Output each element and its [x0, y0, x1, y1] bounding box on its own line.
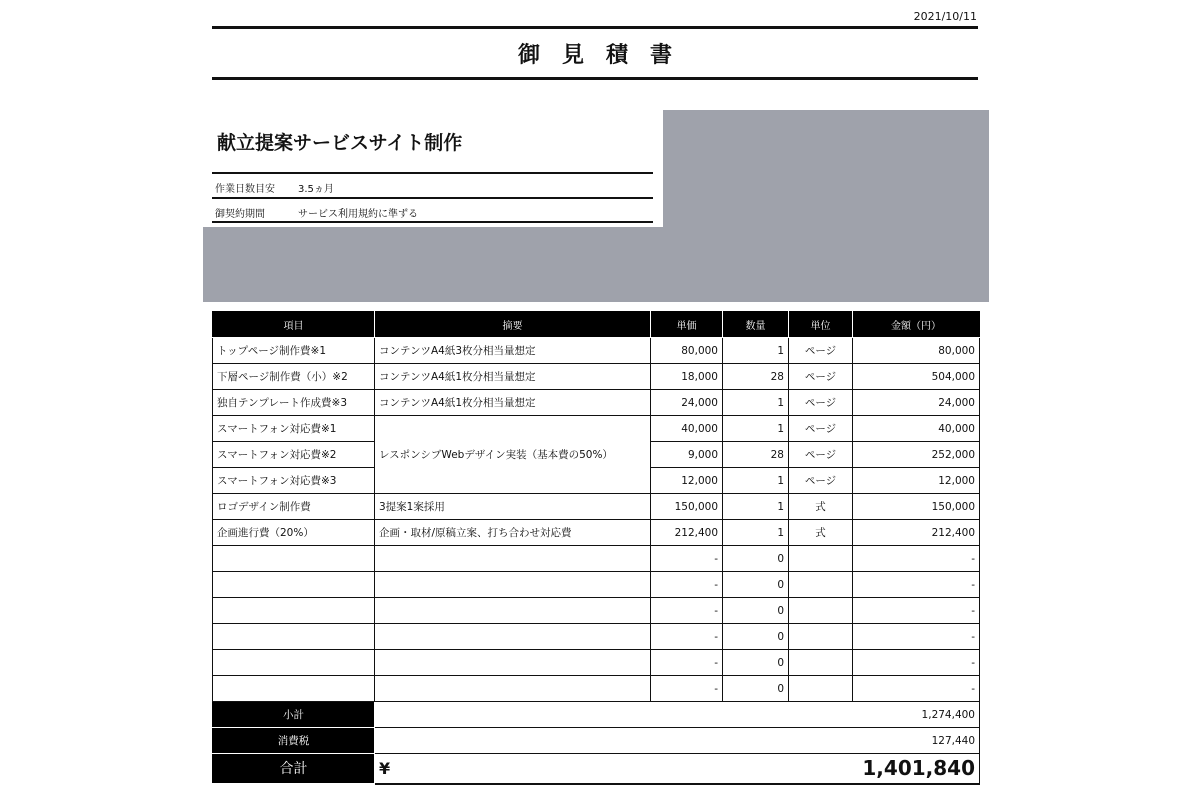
cell-amount: - — [853, 546, 980, 572]
cell-unit-price: 150,000 — [651, 494, 723, 520]
cell-unit: ページ — [789, 338, 853, 364]
table-row — [213, 598, 980, 624]
cell-description: レスポンシブWebデザイン実装（基本費の50%） — [375, 416, 651, 494]
cell-unit — [789, 598, 853, 624]
cell-item: トップページ制作費※1 — [213, 338, 375, 364]
cell-amount: - — [853, 676, 980, 702]
divider — [212, 197, 653, 199]
table-row — [213, 416, 980, 442]
redacted-area — [203, 227, 989, 302]
cell-amount: 40,000 — [853, 416, 980, 442]
cell-unit — [789, 572, 853, 598]
cell-item: スマートフォン対応費※1 — [213, 416, 375, 442]
cell-unit-price: - — [651, 598, 723, 624]
cell-description — [375, 572, 651, 598]
table-row — [213, 494, 980, 520]
table-row — [213, 624, 980, 650]
cell-quantity: 1 — [723, 520, 789, 546]
tax-label: 消費税 — [213, 728, 375, 754]
cell-unit — [789, 676, 853, 702]
cell-unit-price: - — [651, 572, 723, 598]
estimate-table — [212, 311, 980, 785]
cell-unit — [789, 624, 853, 650]
cell-unit — [789, 650, 853, 676]
divider — [212, 172, 653, 174]
col-header-unit: 単位 — [789, 312, 853, 338]
cell-amount: - — [853, 572, 980, 598]
cell-quantity: 1 — [723, 416, 789, 442]
document-title-bar — [212, 26, 978, 80]
total-row — [213, 754, 980, 784]
tax-row — [213, 728, 980, 754]
cell-unit-price: 9,000 — [651, 442, 723, 468]
cell-amount: 24,000 — [853, 390, 980, 416]
cell-unit-price: - — [651, 546, 723, 572]
info-value: 3.5ヵ月 — [298, 184, 334, 195]
cell-unit-price: - — [651, 650, 723, 676]
cell-unit: ページ — [789, 416, 853, 442]
cell-unit: 式 — [789, 494, 853, 520]
cell-quantity: 1 — [723, 494, 789, 520]
cell-quantity: 0 — [723, 624, 789, 650]
table-row — [213, 338, 980, 364]
cell-description: コンテンツA4紙1枚分相当量想定 — [375, 364, 651, 390]
cell-amount: - — [853, 598, 980, 624]
cell-unit: ページ — [789, 364, 853, 390]
cell-unit-price: 24,000 — [651, 390, 723, 416]
cell-unit-price: 80,000 — [651, 338, 723, 364]
currency-symbol: ¥ — [375, 754, 651, 784]
cell-item — [213, 546, 375, 572]
cell-item — [213, 676, 375, 702]
cell-quantity: 1 — [723, 390, 789, 416]
table-row — [213, 650, 980, 676]
cell-quantity: 0 — [723, 598, 789, 624]
tax-value: 127,440 — [375, 728, 980, 754]
cell-amount: 80,000 — [853, 338, 980, 364]
subtotal-label: 小計 — [213, 702, 375, 728]
cell-unit-price: 12,000 — [651, 468, 723, 494]
info-label: 作業日数目安 — [215, 184, 275, 195]
cell-description: 3提案1案採用 — [375, 494, 651, 520]
cell-unit — [789, 546, 853, 572]
cell-quantity: 0 — [723, 650, 789, 676]
table-row — [213, 520, 980, 546]
cell-unit-price: - — [651, 624, 723, 650]
issue-date: 2021/10/11 — [913, 10, 977, 23]
cell-description: コンテンツA4紙3枚分相当量想定 — [375, 338, 651, 364]
cell-amount: - — [853, 624, 980, 650]
subtotal-row — [213, 702, 980, 728]
cell-item — [213, 624, 375, 650]
cell-description: コンテンツA4紙1枚分相当量想定 — [375, 390, 651, 416]
total-label: 合計 — [213, 754, 375, 784]
cell-unit: ページ — [789, 468, 853, 494]
cell-description: 企画・取材/原稿立案、打ち合わせ対応費 — [375, 520, 651, 546]
cell-item: 独自テンプレート作成費※3 — [213, 390, 375, 416]
cell-amount: 150,000 — [853, 494, 980, 520]
cell-quantity: 0 — [723, 546, 789, 572]
cell-unit-price: - — [651, 676, 723, 702]
cell-quantity: 1 — [723, 468, 789, 494]
cell-quantity: 28 — [723, 364, 789, 390]
cell-unit: ページ — [789, 390, 853, 416]
cell-quantity: 28 — [723, 442, 789, 468]
cell-item — [213, 598, 375, 624]
col-header-unit-price: 単価 — [651, 312, 723, 338]
cell-description — [375, 598, 651, 624]
cell-quantity: 0 — [723, 676, 789, 702]
cell-unit: 式 — [789, 520, 853, 546]
cell-description — [375, 546, 651, 572]
table-row — [213, 364, 980, 390]
cell-item — [213, 650, 375, 676]
cell-description — [375, 650, 651, 676]
table-row — [213, 676, 980, 702]
col-header-item: 項目 — [213, 312, 375, 338]
divider — [212, 221, 653, 223]
cell-item: 企画進行費（20%） — [213, 520, 375, 546]
cell-unit-price: 40,000 — [651, 416, 723, 442]
cell-item: ロゴデザイン制作費 — [213, 494, 375, 520]
cell-amount: 252,000 — [853, 442, 980, 468]
cell-amount: 504,000 — [853, 364, 980, 390]
cell-item: 下層ページ制作費（小）※2 — [213, 364, 375, 390]
cell-quantity: 1 — [723, 338, 789, 364]
subtotal-value: 1,274,400 — [375, 702, 980, 728]
table-header-row — [213, 312, 980, 338]
col-header-amount: 金額（円） — [853, 312, 980, 338]
info-value: サービス利用規約に準ずる — [298, 209, 418, 220]
cell-unit: ページ — [789, 442, 853, 468]
info-label: 御契約期間 — [215, 209, 265, 220]
total-value: 1,401,840 — [651, 754, 980, 784]
col-header-quantity: 数量 — [723, 312, 789, 338]
cell-unit-price: 18,000 — [651, 364, 723, 390]
document-title: 御見積書 — [517, 41, 694, 68]
cell-quantity: 0 — [723, 572, 789, 598]
cell-description — [375, 676, 651, 702]
cell-item: スマートフォン対応費※3 — [213, 468, 375, 494]
cell-description — [375, 624, 651, 650]
cell-item — [213, 572, 375, 598]
col-header-description: 摘要 — [375, 312, 651, 338]
info-row-duration — [215, 180, 334, 195]
project-title: 献立提案サービスサイト制作 — [217, 132, 463, 154]
table-row — [213, 390, 980, 416]
info-row-contract — [215, 205, 418, 220]
cell-amount: 12,000 — [853, 468, 980, 494]
cell-amount: 212,400 — [853, 520, 980, 546]
table-row — [213, 572, 980, 598]
cell-unit-price: 212,400 — [651, 520, 723, 546]
cell-amount: - — [853, 650, 980, 676]
cell-item: スマートフォン対応費※2 — [213, 442, 375, 468]
table-row — [213, 546, 980, 572]
